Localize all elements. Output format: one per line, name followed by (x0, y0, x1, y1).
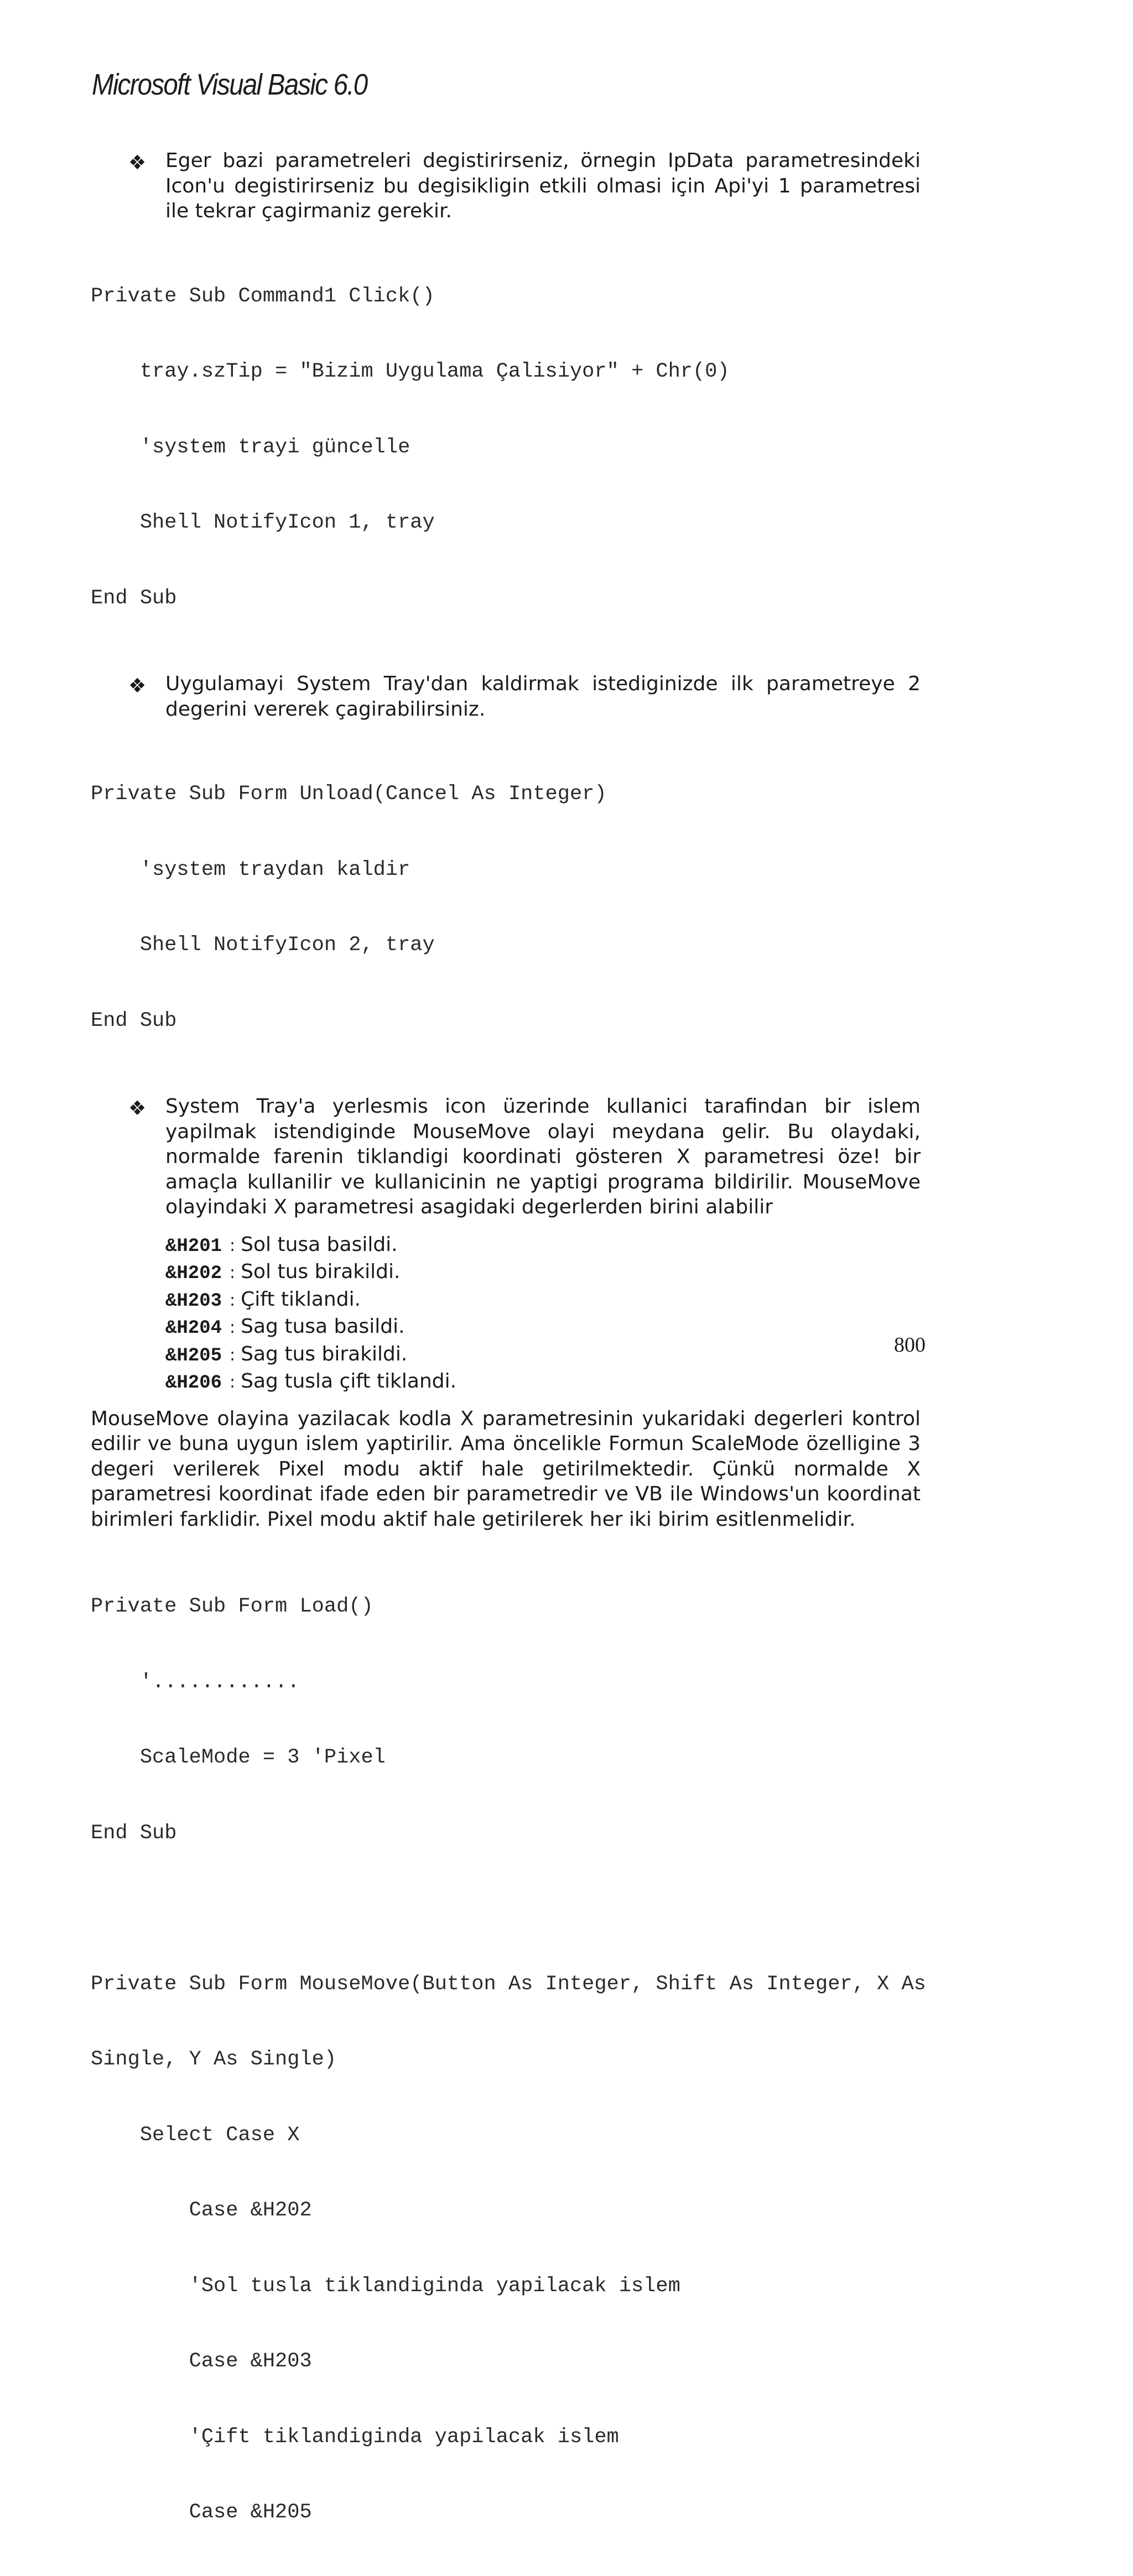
code-line: Shell NotifyIcon 2, tray (91, 934, 435, 957)
page-number: 800 (894, 1333, 926, 1357)
code-line: Private Sub Command1 Click() (91, 284, 435, 308)
code-line: 'system traydan kaldir (91, 858, 410, 882)
code-line: '............ (91, 1670, 300, 1694)
code-line: End Sub (91, 1009, 177, 1033)
hex-value-item (165, 1342, 921, 1369)
hex-description: Sag tusa basildi. (241, 1315, 405, 1338)
bullet-text: System Tray'a yerlesmis icon üzerinde kullanici tarafindan bir islem yapilmak istendiginde MouseMove olayi meydana gelir. Bu olaydaki, normalde farenin tiklandigi koordinati gösteren X parametresi öze! bir amaçla kullanilir ve kullanicinin ne yaptigi programa bildirilir. MouseMove olayindaki X parametresi asagidaki degerlerden birini alabilir (165, 1095, 921, 1218)
separator: : (230, 1345, 236, 1365)
hex-value-item (165, 1232, 921, 1260)
bullet-item (91, 671, 921, 722)
hex-value-item (165, 1369, 921, 1396)
hex-code: &H201 (165, 1235, 222, 1257)
hex-description: Sag tusla çift tiklandi. (241, 1370, 457, 1393)
code-line: Shell NotifyIcon 1, tray (91, 511, 435, 534)
hex-value-item (165, 1287, 921, 1315)
hex-description: Sag tus birakildi. (241, 1342, 408, 1365)
code-line: 'Çift tiklandiginda yapilacak islem (91, 2425, 619, 2449)
bullet-text: Uygulamayi System Tray'dan kaldirmak istediginizde ilk parametreye 2 degerini vererek çagirabilirsiniz. (165, 672, 921, 721)
code-line: Private Sub Form MouseMove(Button As Integer, Shift As Integer, X As (91, 1972, 926, 1996)
separator: : (230, 1290, 236, 1310)
hex-code: &H203 (165, 1290, 222, 1312)
diamond-bullet-icon: ❖ (128, 1097, 147, 1120)
hex-code: &H206 (165, 1373, 222, 1394)
hex-description: Çift tiklandi. (241, 1287, 361, 1311)
code-line: tray.szTip = "Bizim Uygulama Çalisiyor" + Chr(0) (91, 360, 730, 383)
code-line: ScaleMode = 3 'Pixel (91, 1746, 386, 1769)
hex-code: &H205 (165, 1345, 222, 1367)
hex-value-item (165, 1314, 921, 1342)
separator: : (230, 1263, 236, 1282)
code-block (91, 732, 921, 1084)
bullet-item (91, 148, 921, 224)
running-header: Microsoft Visual Basic 6.0 (92, 68, 367, 101)
separator: : (230, 1235, 236, 1255)
code-line: 'system trayi güncelle (91, 435, 410, 459)
page-content (91, 148, 926, 2576)
bullet-item (91, 1094, 921, 1220)
code-block (91, 1544, 921, 1896)
hex-value-list (91, 1232, 921, 1396)
diamond-bullet-icon: ❖ (128, 152, 147, 174)
code-line: 'Sol tusla tiklandiginda yapilacak islem (91, 2274, 680, 2298)
code-line: Case &H202 (91, 2199, 312, 2222)
code-line: Private Sub Form Load() (91, 1595, 373, 1618)
code-line: Case &H205 (91, 2501, 312, 2524)
code-block (91, 234, 921, 662)
hex-code: &H204 (165, 1318, 222, 1339)
hex-description: Sol tus birakildi. (241, 1260, 401, 1283)
code-line: Private Sub Form Unload(Cancel As Integer) (91, 783, 607, 806)
hex-code: &H202 (165, 1263, 222, 1284)
diamond-bullet-icon: ❖ (128, 675, 147, 697)
separator: : (230, 1318, 236, 1337)
hex-value-item (165, 1259, 921, 1287)
code-line: End Sub (91, 1821, 177, 1845)
body-paragraph: MouseMove olayina yazilacak kodla X parametresinin yukaridaki degerleri kontrol edilir ve buna uygun islem yaptirilir. Ama öncelikle Formun ScaleMode özelligine 3 degeri verilerek Pixel modu aktif hale getirilmektedir. Çünkü normalde X parametresi koordinat ifade eden bir parametredir ve VB ile Windows'un koordinat birimleri farklidir. Pixel modu aktif hale getirilerek her iki birim esitlenmelidir. (91, 1407, 921, 1531)
code-line: Case &H203 (91, 2350, 312, 2373)
bullet-text: Eger bazi parametreleri degistirirseniz, örnegin IpData parametresindeki Icon'u degistirirseniz bu degisikligin etkili olmasi için Api'yi 1 parametresi ile tekrar çagirmaniz gerekir. (165, 149, 921, 222)
code-line: End Sub (91, 586, 177, 610)
hex-description: Sol tusa basildi. (241, 1233, 398, 1256)
code-line: Single, Y As Single) (91, 2048, 337, 2071)
code-block (91, 1922, 926, 2576)
separator: : (230, 1373, 236, 1392)
code-line: Select Case X (91, 2123, 300, 2147)
